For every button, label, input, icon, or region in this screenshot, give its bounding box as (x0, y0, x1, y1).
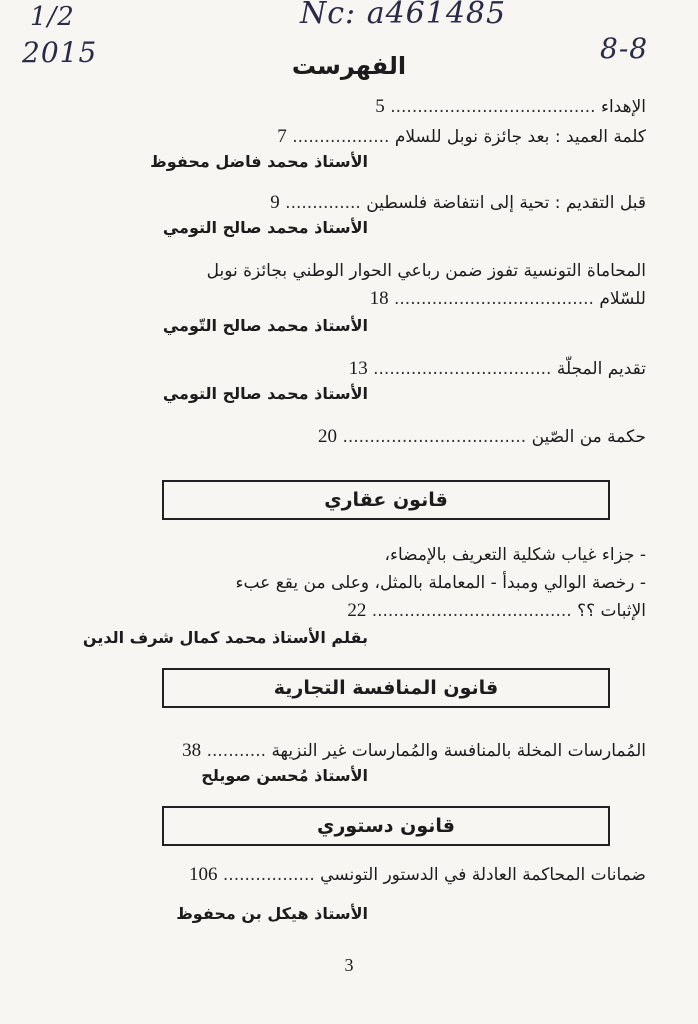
entry-title: قبل التقديم : تحية إلى انتفاضة فلسطين (366, 193, 646, 213)
entry-author: الأستاذ محمد صالح التومي (162, 218, 368, 237)
entry-page: 20 (318, 426, 338, 447)
toc-entry-line1 (140, 258, 646, 284)
handwritten-fraction: 1/2 (30, 2, 75, 32)
entry-author: الأستاذ محمد صالح التومي (162, 384, 368, 403)
toc-entry (140, 738, 646, 764)
leader-dots: ................................. (373, 359, 552, 379)
section-title-box: قانون المنافسة التجارية (162, 668, 610, 708)
entry-author: الأستاذ هيكل بن محفوظ (176, 904, 368, 923)
entry-page: 7 (277, 126, 287, 147)
entry-page: 18 (369, 288, 389, 309)
entry-title: كلمة العميد : بعد جائزة نوبل للسلام (394, 127, 646, 147)
leader-dots: ........... (206, 741, 267, 761)
entry-title: للسّلام (599, 289, 646, 309)
entry-title: الإثبات ؟؟ (577, 601, 646, 621)
leader-dots: ..................................... (393, 289, 594, 309)
entry-page: 106 (188, 864, 218, 885)
toc-entry (140, 424, 646, 450)
section-item-text: - جزاء غياب شكلية التعريف بالإمضاء، (384, 545, 646, 565)
entry-page: 22 (347, 600, 367, 621)
section-item-line (140, 542, 646, 568)
entry-page: 13 (348, 358, 368, 379)
leader-dots: .............. (285, 193, 361, 213)
entry-page: 38 (182, 740, 202, 761)
handwritten-year: 2015 (22, 36, 98, 69)
leader-dots: .................. (292, 127, 390, 147)
leader-dots: ...................................... (390, 97, 596, 117)
handwritten-reference: Nc: a461485 (300, 0, 507, 31)
section-item-text: - رخصة الوالي ومبدأ - المعاملة بالمثل، وعلى من يقع عبء (235, 573, 646, 593)
section-title-box: قانون دستوري (162, 806, 610, 846)
entry-page: 9 (270, 192, 280, 213)
entry-title-line1: المحاماة التونسية تفوز ضمن رباعي الحوار الوطني بجائزة نوبل (206, 261, 646, 281)
page-number: 3 (344, 955, 354, 975)
toc-entry (140, 862, 646, 888)
entry-author: الأستاذ محمد فاضل محفوظ (150, 152, 368, 171)
entry-title: ضمانات المحاكمة العادلة في الدستور التونسي (320, 865, 646, 885)
leader-dots: ................. (222, 865, 315, 885)
page-title: الفهرست (291, 52, 407, 80)
entry-title: المُمارسات المخلة بالمنافسة والمُمارسات غير النزيهة (271, 741, 646, 761)
leader-dots: ..................................... (371, 601, 572, 621)
entry-title: تقديم المجلّة (556, 359, 646, 379)
entry-title: الإهداء (600, 97, 646, 117)
entry-author: الأستاذ محمد صالح التّومي (162, 316, 368, 335)
section-item-line (140, 570, 646, 596)
toc-entry (140, 598, 646, 624)
toc-entry (140, 356, 646, 382)
entry-author: بقلم الأستاذ محمد كمال شرف الدين (82, 628, 368, 647)
section-title-box: قانون عقاري (162, 480, 610, 520)
entry-title: حكمة من الصّين (531, 427, 646, 447)
toc-entry (140, 124, 646, 150)
leader-dots: .................................. (342, 427, 527, 447)
toc-entry (140, 190, 646, 216)
entry-page: 5 (375, 96, 385, 117)
toc-entry (140, 286, 646, 312)
entry-author: الأستاذ مُحسن صويلح (201, 766, 368, 785)
handwritten-number: 8-8 (600, 32, 649, 65)
toc-entry (140, 94, 646, 120)
